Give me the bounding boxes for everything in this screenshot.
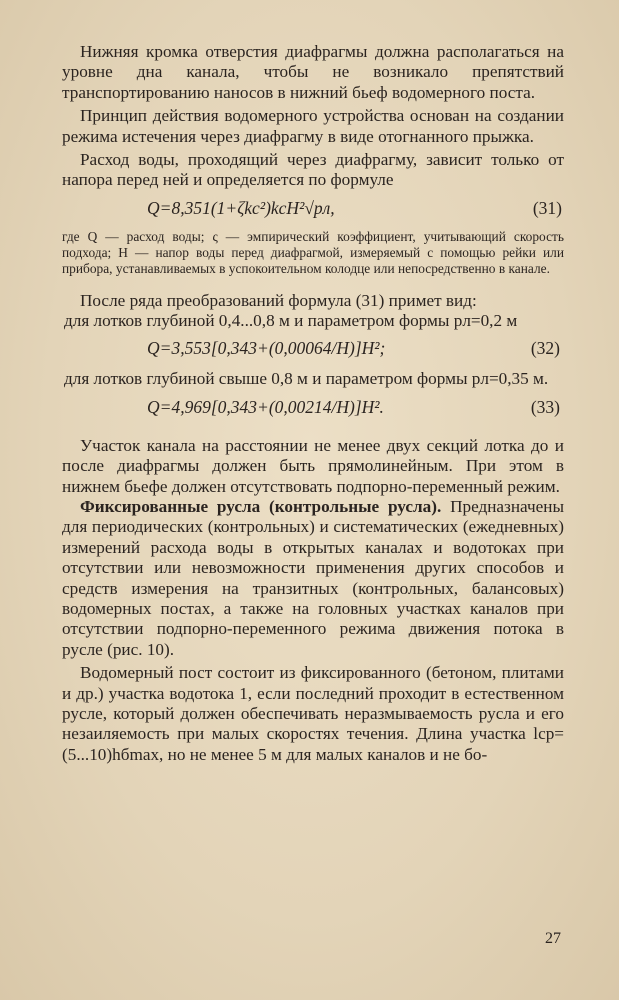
page-number: 27 [545,930,561,947]
paragraph-3: Расход воды, проходящий через диафрагму, зависит только от напора перед ней и определяется по формуле [62,150,564,190]
paragraph-1: Нижняя кромка отверстия диафрагмы должна располагаться на уровне дна канала, чтобы не возникало препятствий транспортированию наносов в нижний бьеф водомерного поста. [62,42,564,102]
formula-note: где Q — расход воды; ς — эмпирический коэффициент, учитывающий скорость подхода; H — напор воды перед диафрагмой, измеряемый с помощью рейки или прибора, устанавливаемых в успокоительном колодце или непосредственно в канале. [62,228,564,276]
paragraph-9: Водомерный пост состоит из фиксированного (бетоном, плитами и др.) участка водотока 1, если последний проходит в естественном русле, который должен обеспечивать неразмываемость русла и его незаиляемость при малых скоростях течения. Длина участка lср=(5...10)hбmax, но не менее 5 м для малых каналов и не бо- [62,663,564,764]
formula-31-expression: Q=8,351(1+ζkc²)kcH²√pл, [147,197,335,218]
formula-33 [62,396,564,420]
paragraph-8 [62,497,564,660]
paragraph-6: для лотков глубиной свыше 0,8 м и параметром формы pл=0,35 м. [64,369,549,389]
paragraph-4: После ряда преобразований формула (31) примет вид: [80,290,477,310]
paragraph-8-text: Предназначены для периодических (контрольных) и систематических (ежедневных) измерений расхода воды в открытых каналах и водотоках при отсутствии или невозможности применения других способов и средств измерения на транзитных (контрольных, балансовых) водомерных постах, а также на головных участках каналов при отсутствии подпорно-переменного режима движения потока в русле (рис. 10). [62,497,564,659]
formula-32 [62,337,564,361]
section-heading: Фиксированные русла (контрольные русла). [80,497,442,516]
formula-33-expression: Q=4,969[0,343+(0,00214/H)]H². [147,396,384,417]
paragraph-7: Участок канала на расстоянии не менее двух секций лотка до и после диафрагмы должен быть прямолинейным. При этом в нижнем бьефе должен отсутствовать подпорно-переменный режим. [62,435,564,496]
paragraph-5: для лотков глубиной 0,4...0,8 м и параметром формы pл=0,2 м [64,310,518,330]
formula-33-number: (33) [530,396,560,417]
formula-31 [62,197,564,221]
formula-32-expression: Q=3,553[0,343+(0,00064/H)]H²; [147,338,386,359]
formula-31-number: (31) [532,197,562,218]
formula-32-number: (32) [530,338,560,359]
paragraph-2: Принцип действия водомерного устройства основан на создании режима истечения через диафрагму в виде отогнанного прыжка. [62,106,564,146]
